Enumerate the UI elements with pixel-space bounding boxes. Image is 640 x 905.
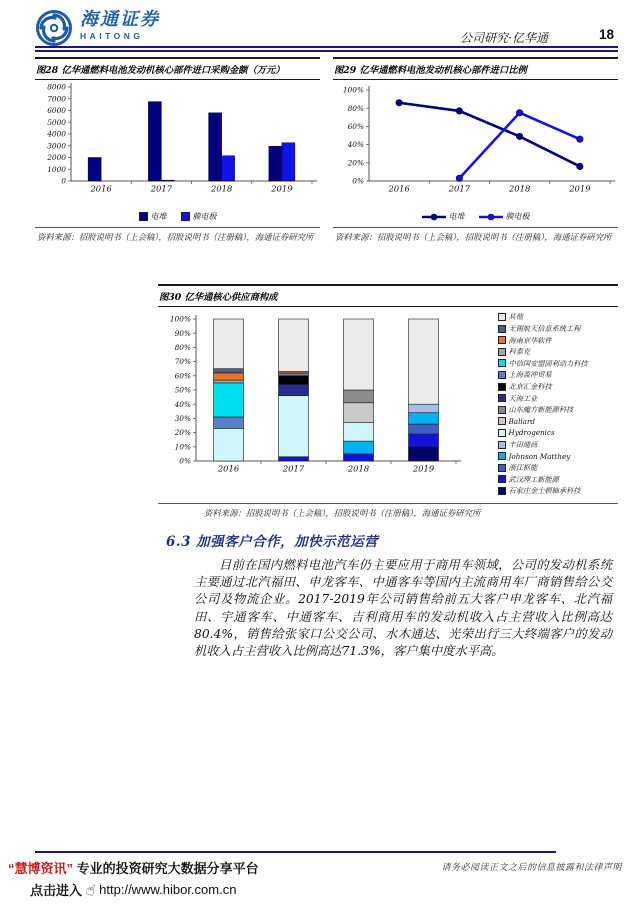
- figure-30-label: 图30: [159, 292, 182, 303]
- svg-text:1000: 1000: [47, 164, 66, 174]
- svg-text:5000: 5000: [47, 117, 66, 127]
- legend-swatch-icon: [498, 313, 506, 321]
- svg-text:2019: 2019: [271, 183, 293, 194]
- legend-item: [498, 359, 614, 367]
- enter-row: [30, 880, 236, 899]
- figure-28: [35, 57, 320, 249]
- svg-text:2017: 2017: [448, 183, 471, 194]
- svg-text:70%: 70%: [174, 357, 191, 367]
- section-heading: 6.3 加强客户合作，加快示范运营: [166, 534, 379, 550]
- svg-text:3000: 3000: [47, 141, 66, 151]
- legend-swatch-icon: [498, 441, 506, 449]
- svg-text:40%: 40%: [174, 399, 191, 409]
- figure-29-chart: [333, 80, 618, 206]
- svg-text:7000: 7000: [47, 94, 66, 104]
- svg-text:2019: 2019: [412, 463, 435, 474]
- svg-text:60%: 60%: [347, 122, 364, 131]
- hibor-url-link[interactable]: http://www.hibor.com.cn: [99, 882, 237, 897]
- legend-swatch-icon: [498, 429, 506, 437]
- figure-30: [158, 284, 618, 525]
- legend-swatch-icon: [498, 417, 506, 425]
- legend-swatch-icon: [139, 212, 148, 221]
- svg-text:0: 0: [61, 176, 66, 186]
- svg-text:100%: 100%: [169, 314, 191, 324]
- legend-item: [422, 211, 465, 222]
- svg-text:2016: 2016: [388, 183, 410, 194]
- figure-29: [333, 57, 618, 249]
- legend-item: [498, 394, 614, 402]
- legend-item: [181, 211, 217, 222]
- header-rule: [35, 46, 618, 52]
- figure-28-label: 图28: [36, 65, 59, 76]
- legend-label: 北京汇金科技: [508, 381, 552, 391]
- pointing-hand-icon: ☝: [84, 879, 97, 900]
- legend-item: [498, 441, 614, 449]
- figure-30-legend: [498, 311, 614, 499]
- legend-item: [498, 325, 614, 333]
- legend-item: [498, 336, 614, 344]
- haitong-logo-icon: [34, 8, 74, 48]
- footer-rule: [35, 851, 556, 853]
- legend-swatch-icon: [181, 212, 190, 221]
- figure-28-legend: [35, 210, 320, 223]
- legend-swatch-icon: [498, 487, 506, 495]
- body-paragraph: 目前在国内燃料电池汽车仍主要应用于商用车领域，公司的发动机系统主要通过北汽福田、申龙客车、中通客车等国内主流商用车厂商销售给公交公司及物流企业。2017-2019年公司销售给前五大客户申龙客车、北汽福田、宇通客车、中通客车、吉利商用车的发动机收入占主营收入比例高达80.4%，销售给张家口公交公司、水木通达、光荣出行三大终端客户的发动机收入占主营收入比例高达71.3%，客户集中度水平高。: [194, 558, 612, 659]
- legend-swatch-icon: [498, 371, 506, 379]
- legend-label: 石家庄金士顿轴承科技: [508, 486, 581, 496]
- figure-28-title: [35, 57, 320, 80]
- legend-item: [498, 417, 614, 425]
- svg-text:50%: 50%: [174, 385, 191, 395]
- legend-line-marker-icon: [422, 213, 446, 221]
- legend-item: [479, 211, 530, 222]
- legend-swatch-icon: [498, 464, 506, 472]
- figure-29-legend: [333, 210, 618, 223]
- figure-29-source: 资料来源：招股说明书（上会稿），招股说明书（注册稿），海通证券研究所: [333, 227, 618, 249]
- legend-label: 科泰克: [508, 347, 531, 357]
- legend-label: 膜电极: [505, 212, 530, 221]
- figure-28-source: 资料来源：招股说明书（上会稿），招股说明书（注册稿），海通证券研究所: [35, 227, 320, 249]
- legend-swatch-icon: [498, 336, 506, 344]
- figure-28-chart: [35, 80, 320, 206]
- footer-disclaimer: 请务必阅读正文之后的信息披露和法律声明: [441, 863, 622, 873]
- legend-label: 天海工业: [508, 393, 538, 403]
- svg-text:0%: 0%: [352, 176, 364, 186]
- legend-label: 电堆: [150, 212, 167, 221]
- legend-swatch-icon: [498, 325, 506, 333]
- svg-text:2016: 2016: [90, 183, 112, 194]
- svg-text:90%: 90%: [174, 328, 191, 338]
- svg-text:4000: 4000: [47, 129, 66, 139]
- hibor-branding: [8, 858, 259, 877]
- svg-text:20%: 20%: [174, 428, 191, 438]
- svg-text:100%: 100%: [342, 85, 364, 95]
- brand-name-en: HAITONG: [80, 31, 144, 41]
- legend-item: [498, 371, 614, 379]
- legend-label: 上海盈冲贸易: [508, 370, 552, 380]
- figure-30-chart: [158, 311, 498, 489]
- legend-label: 膜电极: [192, 212, 217, 221]
- figure-29-caption: 亿华通燃料电池发动机核心部件进口比例: [359, 65, 527, 76]
- svg-text:2018: 2018: [347, 463, 370, 474]
- legend-label: 浙江枢能: [508, 463, 538, 473]
- legend-item: [498, 452, 614, 460]
- legend-item: [139, 211, 167, 222]
- svg-text:80%: 80%: [347, 103, 364, 113]
- svg-text:10%: 10%: [174, 442, 191, 452]
- legend-item: [498, 348, 614, 356]
- enter-label: 点击进入: [30, 883, 83, 898]
- svg-text:2017: 2017: [150, 183, 173, 194]
- svg-text:80%: 80%: [174, 343, 191, 352]
- brand-block: [80, 11, 160, 41]
- hibor-brand-name: “慧博资讯”: [8, 861, 74, 876]
- svg-text:6000: 6000: [47, 106, 66, 116]
- figure-30-caption: 亿华通核心供应商构成: [184, 292, 278, 303]
- legend-item: [498, 429, 614, 437]
- svg-text:40%: 40%: [347, 140, 364, 150]
- figure-30-title: [158, 284, 618, 307]
- svg-text:30%: 30%: [174, 414, 191, 423]
- legend-swatch-icon: [498, 359, 506, 367]
- legend-item: [498, 464, 614, 472]
- svg-text:2017: 2017: [282, 463, 305, 474]
- report-type-label: 公司研究·亿华通: [460, 31, 548, 45]
- legend-item: [498, 313, 614, 321]
- figure-29-title: [333, 57, 618, 80]
- legend-label: 无锡航天信息系统工程: [508, 323, 581, 333]
- svg-text:8000: 8000: [47, 82, 66, 92]
- legend-label: 海南京华软件: [508, 335, 552, 345]
- legend-line-marker-icon: [479, 213, 503, 221]
- svg-text:2018: 2018: [210, 183, 233, 194]
- legend-label: Johnson Matthey: [508, 451, 571, 461]
- svg-text:2000: 2000: [47, 153, 66, 163]
- figure-30-source: 资料来源：招股说明书（上会稿），招股说明书（注册稿），海通证券研究所: [158, 503, 618, 525]
- legend-swatch-icon: [498, 394, 506, 402]
- legend-item: [498, 406, 614, 414]
- hibor-tagline: 专业的投资研究大数据分享平台: [73, 861, 259, 876]
- legend-label: 武汉理工新能源: [508, 474, 559, 484]
- figure-29-label: 图29: [334, 65, 357, 76]
- figure-28-caption: 亿华通燃料电池发动机核心部件进口采购金额（万元）: [61, 65, 285, 76]
- brand-name-cn: 海通证券: [80, 9, 160, 30]
- legend-label: 电堆: [448, 212, 465, 221]
- legend-swatch-icon: [498, 406, 506, 414]
- legend-label: 丰田通商: [508, 439, 538, 449]
- legend-swatch-icon: [498, 452, 506, 460]
- svg-text:2016: 2016: [217, 463, 240, 474]
- legend-item: [498, 475, 614, 483]
- svg-text:60%: 60%: [174, 371, 191, 381]
- legend-label: Hydrogenics: [508, 428, 555, 438]
- legend-swatch-icon: [498, 348, 506, 356]
- legend-label: Ballard: [508, 416, 535, 426]
- svg-text:0%: 0%: [179, 456, 191, 466]
- svg-text:20%: 20%: [347, 158, 364, 168]
- charts-row: [35, 57, 618, 249]
- legend-swatch-icon: [498, 475, 506, 483]
- legend-label: 中信国安盟固利动力科技: [508, 358, 588, 368]
- legend-item: [498, 487, 614, 495]
- page-number: 18: [598, 27, 614, 42]
- legend-item: [498, 383, 614, 391]
- legend-swatch-icon: [498, 383, 506, 391]
- legend-label: 山东魔方新能源科技: [508, 405, 574, 415]
- svg-text:2018: 2018: [508, 183, 531, 194]
- svg-text:2019: 2019: [569, 183, 591, 194]
- legend-label: 其他: [508, 312, 523, 322]
